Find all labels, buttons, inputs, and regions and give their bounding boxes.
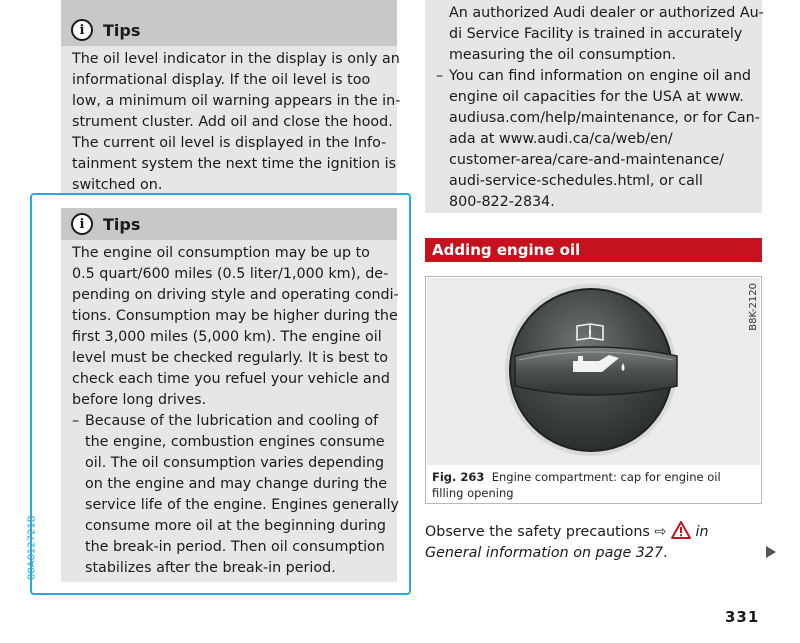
warning-triangle-icon bbox=[671, 521, 691, 539]
text-line: measuring the oil consumption. bbox=[449, 47, 676, 63]
text-line: tainment system the next time the ignition is bbox=[72, 156, 397, 172]
bullet-line: ada at www.audi.ca/ca/web/en/ bbox=[449, 131, 673, 147]
tips-box-oil-level bbox=[61, 0, 401, 193]
text-line: 0.5 quart/600 miles (0.5 liter/1,000 km), de- bbox=[72, 266, 389, 282]
text-line: check each time you refuel your vehicle and bbox=[72, 371, 390, 387]
bullet-line bbox=[425, 66, 762, 87]
figure-caption bbox=[432, 469, 754, 501]
page-number: 331 bbox=[725, 608, 760, 626]
text-line: The current oil level is displayed in the Info- bbox=[72, 135, 387, 151]
section-heading: Adding engine oil bbox=[425, 238, 762, 262]
bullet-line: engine oil capacities for the USA at www. bbox=[449, 89, 744, 105]
oil-cap-illustration bbox=[427, 278, 760, 465]
next-page-arrow-icon[interactable] bbox=[766, 546, 776, 558]
figure-code: B8K-2120 bbox=[748, 283, 759, 331]
safety-reference-suffix: . bbox=[663, 545, 668, 561]
text-line: low, a minimum oil warning appears in the in- bbox=[72, 93, 401, 109]
bullet-line: consume more oil at the beginning during bbox=[85, 518, 386, 534]
text-line: informational display. If the oil level is too bbox=[72, 72, 371, 88]
oil-cap-graphic bbox=[427, 278, 760, 465]
bullet-line: service life of the engine. Engines generally bbox=[85, 497, 400, 513]
tips-title: Tips bbox=[103, 20, 141, 40]
text-line: before long drives. bbox=[72, 392, 207, 408]
bullet-line: oil. The oil consumption varies depending bbox=[85, 455, 385, 471]
bullet-line: audiusa.com/help/maintenance, or for Can- bbox=[449, 110, 760, 126]
figure-caption-text: Engine compartment: cap for engine oil filling opening bbox=[432, 470, 721, 500]
text-line: An authorized Audi dealer or authorized Au- bbox=[449, 5, 764, 21]
selection-frame[interactable] bbox=[30, 193, 411, 595]
text-line: The engine oil consumption may be up to bbox=[72, 245, 370, 261]
text-line: level must be checked regularly. It is best to bbox=[72, 350, 389, 366]
bullet-dash: – bbox=[72, 413, 80, 429]
oil-consumption-note-box bbox=[425, 0, 762, 213]
safety-reference-link[interactable]: in General information on page 327 bbox=[425, 524, 709, 561]
tips-title: Tips bbox=[103, 214, 141, 234]
bullet-line: 800-822-2834. bbox=[449, 194, 555, 210]
text-line: tions. Consumption may be higher during the bbox=[72, 308, 398, 324]
bullet-line: audi-service-schedules.html, or call bbox=[449, 173, 703, 189]
bullet-line: the break-in period. Then oil consumption bbox=[85, 539, 385, 555]
text-line: strument cluster. Add oil and close the hood. bbox=[72, 114, 393, 130]
info-icon: i bbox=[71, 19, 93, 41]
side-code: 80A012721B bbox=[26, 515, 38, 580]
bullet-line: on the engine and may change during the bbox=[85, 476, 388, 492]
text-line: di Service Facility is trained in accurately bbox=[449, 26, 743, 42]
bullet-line: the engine, combustion engines consume bbox=[85, 434, 385, 450]
figure-label: Fig. 263 bbox=[432, 470, 485, 484]
text-line: The oil level indicator in the display is only an bbox=[72, 51, 400, 67]
safety-reference-prefix: Observe the safety precautions ⇨ bbox=[425, 524, 667, 540]
text-line: pending on driving style and operating condi- bbox=[72, 287, 399, 303]
bullet-line: customer-area/care-and-maintenance/ bbox=[449, 152, 724, 168]
bullet-text: Because of the lubrication and cooling of bbox=[85, 413, 379, 429]
figure-263 bbox=[425, 276, 762, 504]
text-line: first 3,000 miles (5,000 km). The engine oil bbox=[72, 329, 382, 345]
bullet-line: stabilizes after the break-in period. bbox=[85, 560, 336, 576]
tips-header bbox=[61, 0, 397, 46]
safety-reference bbox=[425, 521, 765, 564]
text-line: switched on. bbox=[72, 177, 163, 193]
bullet-text: You can find information on engine oil and bbox=[449, 68, 751, 84]
info-icon: i bbox=[71, 213, 93, 235]
bullet-dash: – bbox=[436, 68, 444, 84]
